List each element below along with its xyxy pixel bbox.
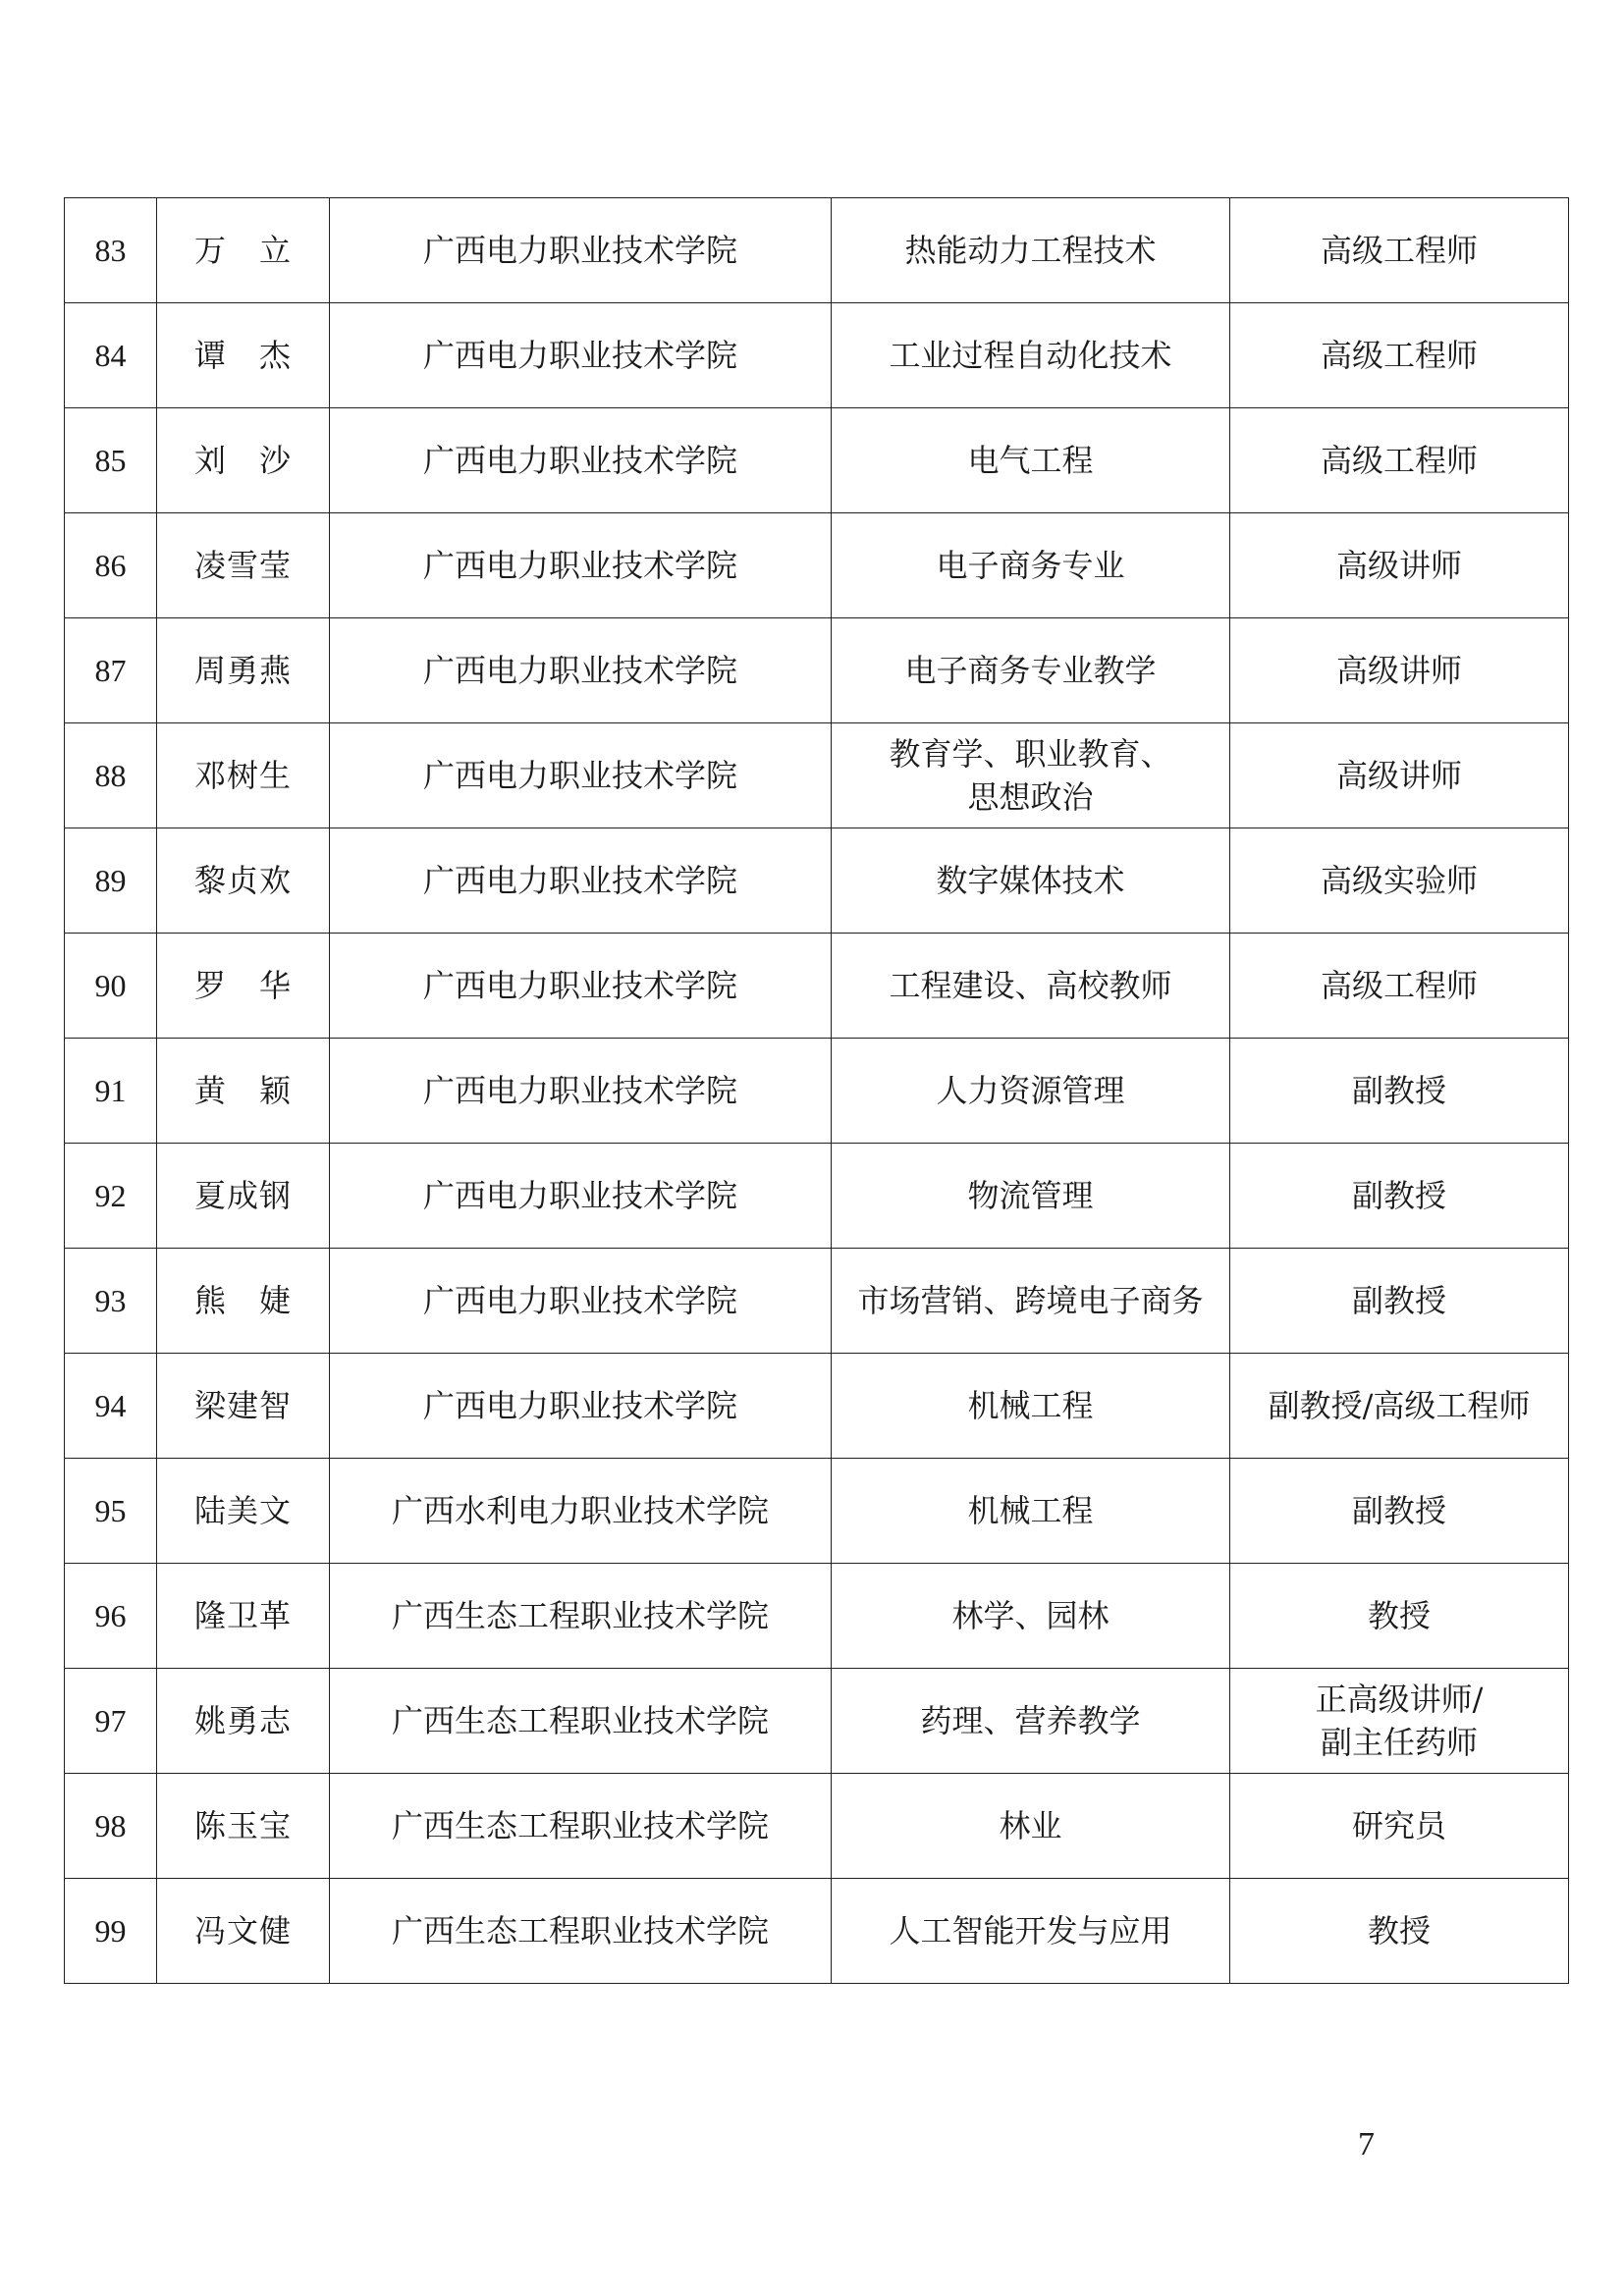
row-number-cell: 90 — [65, 934, 157, 1039]
row-number-cell: 87 — [65, 618, 157, 723]
table-row — [65, 1564, 1569, 1669]
work-unit-cell: 广西电力职业技术学院 — [330, 1249, 832, 1354]
professional-title-cell: 教授 — [1230, 1564, 1569, 1669]
person-name-cell: 冯文健 — [157, 1879, 330, 1984]
specialty-cell: 林业 — [832, 1774, 1230, 1879]
person-name-cell: 陆美文 — [157, 1459, 330, 1564]
table-row — [65, 1879, 1569, 1984]
specialty-cell: 数字媒体技术 — [832, 828, 1230, 934]
specialty-cell: 教育学、职业教育、 思想政治 — [832, 723, 1230, 828]
person-name-cell: 黎贞欢 — [157, 828, 330, 934]
person-name-cell: 熊 婕 — [157, 1249, 330, 1354]
work-unit-cell: 广西电力职业技术学院 — [330, 828, 832, 934]
table-row — [65, 408, 1569, 513]
work-unit-cell: 广西电力职业技术学院 — [330, 618, 832, 723]
person-name-cell: 邓树生 — [157, 723, 330, 828]
person-name-cell: 罗 华 — [157, 934, 330, 1039]
professional-title-cell: 高级工程师 — [1230, 303, 1569, 408]
professional-title-cell: 高级工程师 — [1230, 934, 1569, 1039]
row-number-cell: 94 — [65, 1354, 157, 1459]
professional-title-cell: 高级实验师 — [1230, 828, 1569, 934]
specialty-cell: 电子商务专业 — [832, 513, 1230, 618]
table-row — [65, 1774, 1569, 1879]
table-row — [65, 618, 1569, 723]
person-name-cell: 夏成钢 — [157, 1144, 330, 1249]
table-row — [65, 828, 1569, 934]
table-row — [65, 513, 1569, 618]
specialty-cell: 林学、园林 — [832, 1564, 1230, 1669]
row-number-cell: 86 — [65, 513, 157, 618]
work-unit-cell: 广西电力职业技术学院 — [330, 934, 832, 1039]
professional-title-cell: 副教授 — [1230, 1144, 1569, 1249]
specialty-cell: 市场营销、跨境电子商务 — [832, 1249, 1230, 1354]
specialty-cell: 工业过程自动化技术 — [832, 303, 1230, 408]
professional-title-cell: 研究员 — [1230, 1774, 1569, 1879]
row-number-cell: 88 — [65, 723, 157, 828]
work-unit-cell: 广西电力职业技术学院 — [330, 303, 832, 408]
work-unit-cell: 广西电力职业技术学院 — [330, 513, 832, 618]
work-unit-cell: 广西电力职业技术学院 — [330, 1354, 832, 1459]
table-row — [65, 1039, 1569, 1144]
work-unit-cell: 广西生态工程职业技术学院 — [330, 1669, 832, 1774]
work-unit-cell: 广西电力职业技术学院 — [330, 1144, 832, 1249]
person-name-cell: 谭 杰 — [157, 303, 330, 408]
row-number-cell: 95 — [65, 1459, 157, 1564]
person-name-cell: 陈玉宝 — [157, 1774, 330, 1879]
work-unit-cell: 广西电力职业技术学院 — [330, 198, 832, 303]
specialty-cell: 电气工程 — [832, 408, 1230, 513]
row-number-cell: 99 — [65, 1879, 157, 1984]
person-name-cell: 凌雪莹 — [157, 513, 330, 618]
professional-title-cell: 高级讲师 — [1230, 513, 1569, 618]
specialty-cell: 工程建设、高校教师 — [832, 934, 1230, 1039]
work-unit-cell: 广西电力职业技术学院 — [330, 408, 832, 513]
roster-table — [64, 197, 1569, 1984]
work-unit-cell: 广西电力职业技术学院 — [330, 723, 832, 828]
professional-title-cell: 副教授 — [1230, 1459, 1569, 1564]
professional-title-cell: 高级讲师 — [1230, 618, 1569, 723]
table-row — [65, 1669, 1569, 1774]
professional-title-cell: 高级工程师 — [1230, 408, 1569, 513]
person-name-cell: 万 立 — [157, 198, 330, 303]
row-number-cell: 92 — [65, 1144, 157, 1249]
professional-title-cell: 教授 — [1230, 1879, 1569, 1984]
professional-title-cell: 高级讲师 — [1230, 723, 1569, 828]
specialty-cell: 物流管理 — [832, 1144, 1230, 1249]
professional-title-cell: 高级工程师 — [1230, 198, 1569, 303]
work-unit-cell: 广西电力职业技术学院 — [330, 1039, 832, 1144]
specialty-cell: 机械工程 — [832, 1459, 1230, 1564]
professional-title-cell: 副教授/高级工程师 — [1230, 1354, 1569, 1459]
person-name-cell: 黄 颖 — [157, 1039, 330, 1144]
table-row — [65, 934, 1569, 1039]
row-number-cell: 83 — [65, 198, 157, 303]
person-name-cell: 刘 沙 — [157, 408, 330, 513]
table-row — [65, 1249, 1569, 1354]
row-number-cell: 98 — [65, 1774, 157, 1879]
specialty-cell: 电子商务专业教学 — [832, 618, 1230, 723]
table-row — [65, 1144, 1569, 1249]
table-row — [65, 1459, 1569, 1564]
specialty-cell: 人力资源管理 — [832, 1039, 1230, 1144]
person-name-cell: 周勇燕 — [157, 618, 330, 723]
table-row — [65, 723, 1569, 828]
row-number-cell: 97 — [65, 1669, 157, 1774]
row-number-cell: 93 — [65, 1249, 157, 1354]
row-number-cell: 96 — [65, 1564, 157, 1669]
person-name-cell: 隆卫革 — [157, 1564, 330, 1669]
page-number: 7 — [1358, 2126, 1375, 2163]
table-row — [65, 198, 1569, 303]
specialty-cell: 药理、营养教学 — [832, 1669, 1230, 1774]
work-unit-cell: 广西生态工程职业技术学院 — [330, 1564, 832, 1669]
professional-title-cell: 副教授 — [1230, 1039, 1569, 1144]
person-name-cell: 姚勇志 — [157, 1669, 330, 1774]
roster-table-body — [65, 198, 1569, 1984]
work-unit-cell: 广西水利电力职业技术学院 — [330, 1459, 832, 1564]
table-row — [65, 303, 1569, 408]
work-unit-cell: 广西生态工程职业技术学院 — [330, 1774, 832, 1879]
professional-title-cell: 副教授 — [1230, 1249, 1569, 1354]
row-number-cell: 89 — [65, 828, 157, 934]
row-number-cell: 84 — [65, 303, 157, 408]
specialty-cell: 热能动力工程技术 — [832, 198, 1230, 303]
specialty-cell: 机械工程 — [832, 1354, 1230, 1459]
specialty-cell: 人工智能开发与应用 — [832, 1879, 1230, 1984]
row-number-cell: 85 — [65, 408, 157, 513]
table-row — [65, 1354, 1569, 1459]
professional-title-cell: 正高级讲师/ 副主任药师 — [1230, 1669, 1569, 1774]
work-unit-cell: 广西生态工程职业技术学院 — [330, 1879, 832, 1984]
row-number-cell: 91 — [65, 1039, 157, 1144]
person-name-cell: 梁建智 — [157, 1354, 330, 1459]
